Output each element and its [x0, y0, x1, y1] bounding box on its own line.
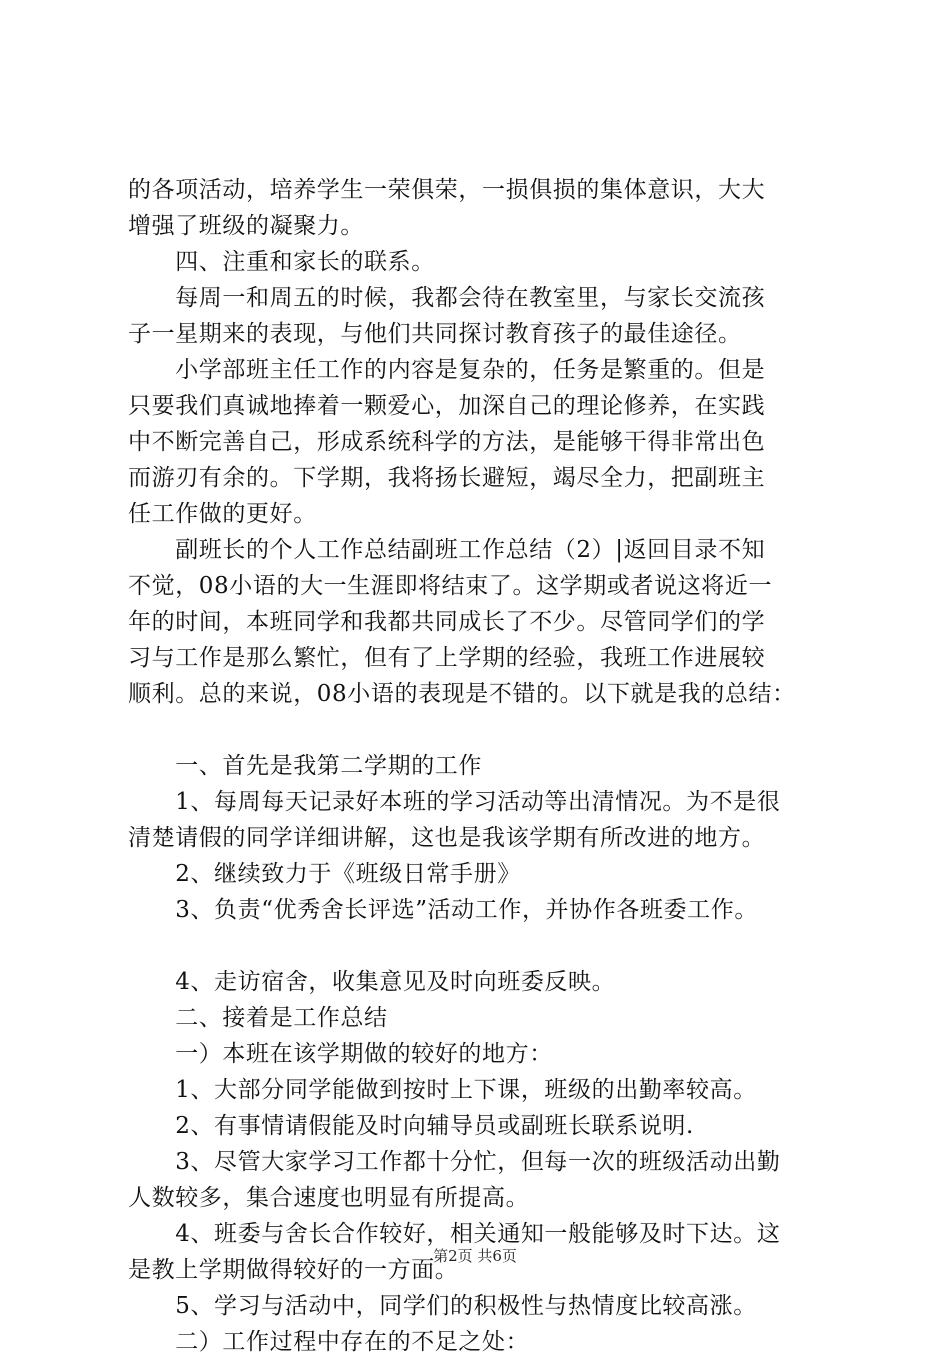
- text-line: 只要我们真诚地捧着一颗爱心，加深自己的理论修养，在实践: [128, 393, 766, 419]
- text-line: 小学部班主任工作的内容是复杂的，任务是繁重的。但是: [128, 357, 766, 383]
- text-line: 2、有事情请假能及时向辅导员或副班长联系说明.: [128, 1113, 694, 1139]
- text-line: 不觉，08小语的大一生涯即将结束了。这学期或者说这将近一: [128, 573, 773, 599]
- text-line: 中不断完善自己，形成系统科学的方法，是能够干得非常出色: [128, 429, 766, 455]
- page-footer: 第2页 共6页: [433, 1247, 517, 1265]
- text-line: 4、走访宿舍，收集意见及时向班委反映。: [128, 969, 616, 995]
- text-line: 四、注重和家长的联系。: [128, 249, 435, 275]
- text-line: 任工作做的更好。: [128, 501, 317, 527]
- text-line: 顺利。总的来说，08小语的表现是不错的。以下就是我的总结：: [128, 681, 796, 707]
- text-line: 增强了班级的凝聚力。: [128, 213, 364, 239]
- text-line: 是教上学期做得较好的一方面。: [128, 1257, 459, 1283]
- text-line: 3、尽管大家学习工作都十分忙，但每一次的班级活动出勤: [128, 1149, 781, 1175]
- text-line: 2、继续致力于《班级日常手册》: [128, 861, 521, 887]
- text-line: 4、班委与舍长合作较好，相关通知一般能够及时下达。这: [128, 1221, 781, 1247]
- text-line: 的各项活动，培养学生一荣俱荣，一损俱损的集体意识，大大: [128, 177, 766, 203]
- blank-line: [128, 928, 828, 964]
- text-line: 1、每周每天记录好本班的学习活动等出清情况。为不是很: [128, 789, 781, 815]
- text-line: 年的时间，本班同学和我都共同成长了不少。尽管同学们的学: [128, 609, 766, 635]
- text-line: 3、负责“优秀舍长评选”活动工作，并协作各班委工作。: [128, 897, 758, 923]
- text-line: 人数较多，集合速度也明显有所提高。: [128, 1185, 530, 1211]
- text-line: 每周一和周五的时候，我都会待在教室里，与家长交流孩: [128, 285, 766, 311]
- text-line: 二、接着是工作总结: [128, 1005, 388, 1031]
- text-line: 二）工作过程中存在的不足之处：: [128, 1329, 530, 1355]
- text-line: 子一星期来的表现，与他们共同探讨教育孩子的最佳途径。: [128, 321, 742, 347]
- text-line: 清楚请假的同学详细讲解，这也是我该学期有所改进的地方。: [128, 825, 766, 851]
- blank-line: [128, 712, 828, 748]
- text-line: 5、学习与活动中，同学们的积极性与热情度比较高涨。: [128, 1293, 757, 1319]
- document-body: [128, 172, 828, 1360]
- text-line: 一）本班在该学期做的较好的地方：: [128, 1041, 553, 1067]
- text-line: 一、首先是我第二学期的工作: [128, 753, 482, 779]
- text-line: 副班长的个人工作总结副班工作总结（2）|返回目录不知: [128, 537, 766, 563]
- text-line: 1、大部分同学能做到按时上下课，班级的出勤率较高。: [128, 1077, 757, 1103]
- text-line: 习与工作是那么繁忙，但有了上学期的经验，我班工作进展较: [128, 645, 766, 671]
- text-line: 而游刃有余的。下学期，我将扬长避短，竭尽全力，把副班主: [128, 465, 766, 491]
